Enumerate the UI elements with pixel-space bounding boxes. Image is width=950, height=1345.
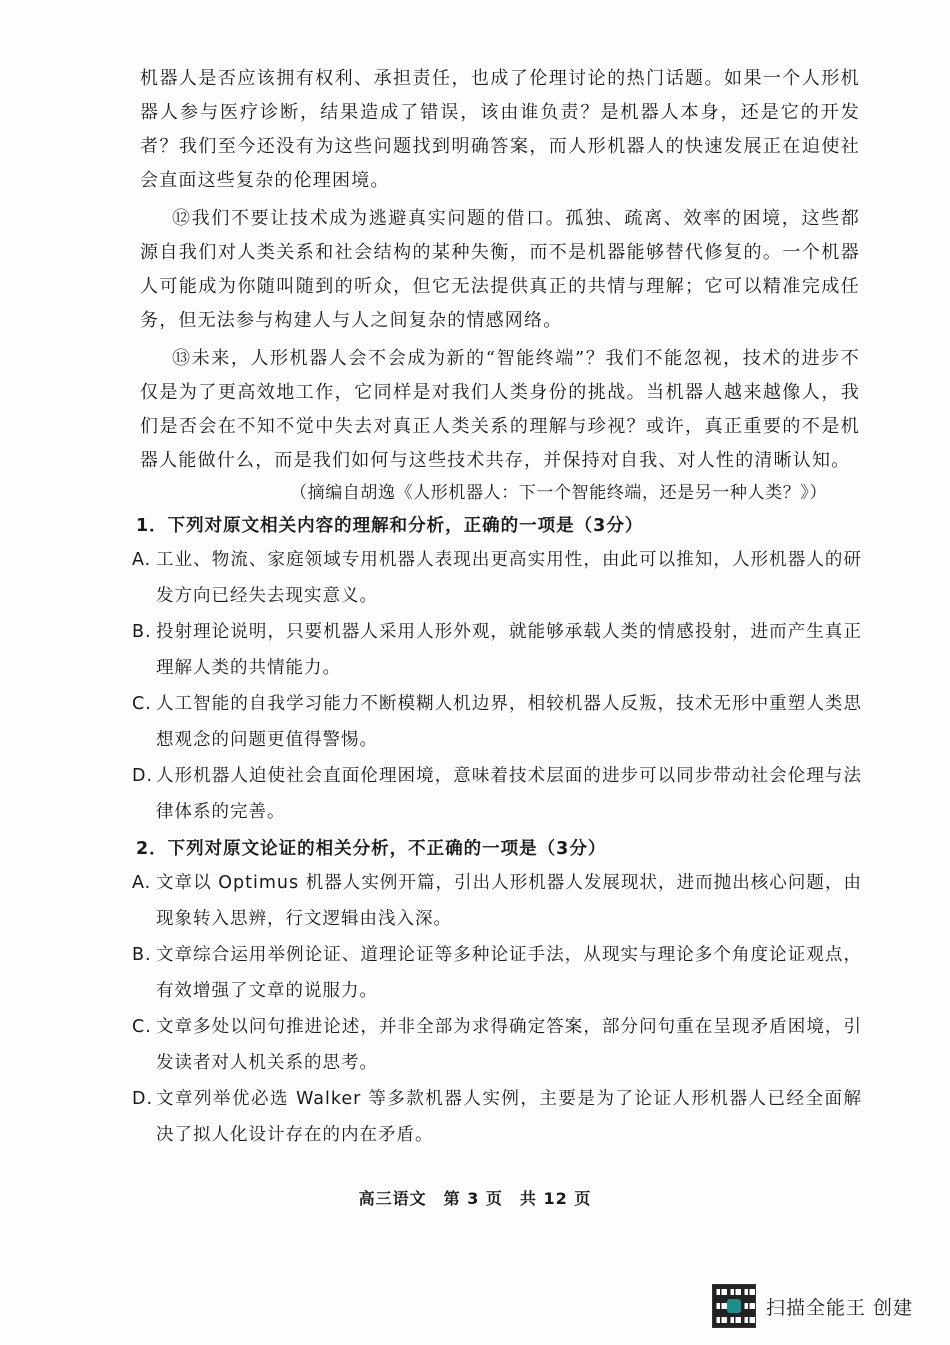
- question-2: [132, 833, 862, 1153]
- question-stem: 1．下列对原文相关内容的理解和分析，正确的一项是（3分）: [136, 516, 644, 536]
- question-1: [132, 510, 862, 830]
- question-stem: 2．下列对原文论证的相关分析，不正确的一项是（3分）: [136, 839, 607, 859]
- option-d: [132, 1081, 862, 1153]
- page-footer: 高三语文 第 3 页 共 12 页: [358, 1189, 592, 1208]
- qr-code-icon: [712, 1284, 756, 1328]
- passage-paragraph-11-end: 机器人是否应该拥有权利、承担责任，也成了伦理讨论的热门话题。如果一个人形机器人参与医疗诊断，结果造成了错误，该由谁负责？是机器人本身，还是它的开发者？我们至今还没有为这些问题找到明确答案，而人形机器人的快速发展正在迫使社会直面这些复杂的伦理困境。: [140, 68, 860, 191]
- option-d: [132, 758, 862, 830]
- passage-paragraph-12: ⑫我们不要让技术成为逃避真实问题的借口。孤独、疏离、效率的困境，这些都源自我们对人类关系和社会结构的某种失衡，而不是机器能够替代修复的。一个机器人可能成为你随叫随到的听众，但它无法提供真正的共情与理解；它可以精准完成任务，但无法参与构建人与人之间复杂的情感网络。: [140, 208, 860, 331]
- option-a: [132, 865, 862, 937]
- option-letter: C.: [132, 694, 152, 714]
- option-c: [132, 686, 862, 758]
- option-a: [132, 542, 862, 614]
- option-letter: D.: [132, 766, 154, 786]
- option-letter: A.: [132, 550, 152, 570]
- option-text: 投射理论说明，只要机器人采用人形外观，就能够承载人类的情感投射，进而产生真正理解人类的共情能力。: [156, 622, 862, 678]
- option-text: 文章多处以问句推进论述，并非全部为求得确定答案，部分问句重在呈现矛盾困境，引发读者对人机关系的思考。: [156, 1017, 862, 1073]
- option-c: [132, 1009, 862, 1081]
- passage-source: （摘编自胡逸《人形机器人：下一个智能终端，还是另一种人类？》）: [290, 483, 828, 503]
- option-letter: C.: [132, 1017, 152, 1037]
- reading-passage: [140, 62, 860, 482]
- passage-paragraph-13: ⑬未来，人形机器人会不会成为新的“智能终端”？我们不能忽视，技术的进步不仅是为了更高效地工作，它同样是对我们人类身份的挑战。当机器人越来越像人，我们是否会在不知不觉中失去对真正人类关系的理解与珍视？或许，真正重要的不是机器人能做什么，而是我们如何与这些技术共存，并保持对自我、对人性的清晰认知。: [140, 348, 860, 471]
- option-text: 文章列举优必选 Walker 等多款机器人实例，主要是为了论证人形机器人已经全面解决了拟人化设计存在的内在矛盾。: [156, 1089, 862, 1145]
- option-b: [132, 937, 862, 1009]
- option-b: [132, 614, 862, 686]
- option-text: 文章综合运用举例论证、道理论证等多种论证手法，从现实与理论多个角度论证观点，有效增强了文章的说服力。: [156, 945, 862, 1001]
- option-letter: A.: [132, 873, 152, 893]
- option-text: 人形机器人迫使社会直面伦理困境，意味着技术层面的进步可以同步带动社会伦理与法律体系的完善。: [156, 766, 862, 822]
- option-text: 工业、物流、家庭领域专用机器人表现出更高实用性，由此可以推知，人形机器人的研发方向已经失去现实意义。: [156, 550, 862, 606]
- option-letter: B.: [132, 945, 152, 965]
- option-letter: D.: [132, 1089, 154, 1109]
- watermark-text: 扫描全能王 创建: [766, 1296, 914, 1319]
- scanner-watermark: [712, 1284, 932, 1328]
- option-text: 文章以 Optimus 机器人实例开篇，引出人形机器人发展现状，进而抛出核心问题，由现象转入思辨，行文逻辑由浅入深。: [156, 873, 862, 929]
- option-text: 人工智能的自我学习能力不断模糊人机边界，相较机器人反叛，技术无形中重塑人类思想观念的问题更值得警惕。: [156, 694, 862, 750]
- option-letter: B.: [132, 622, 152, 642]
